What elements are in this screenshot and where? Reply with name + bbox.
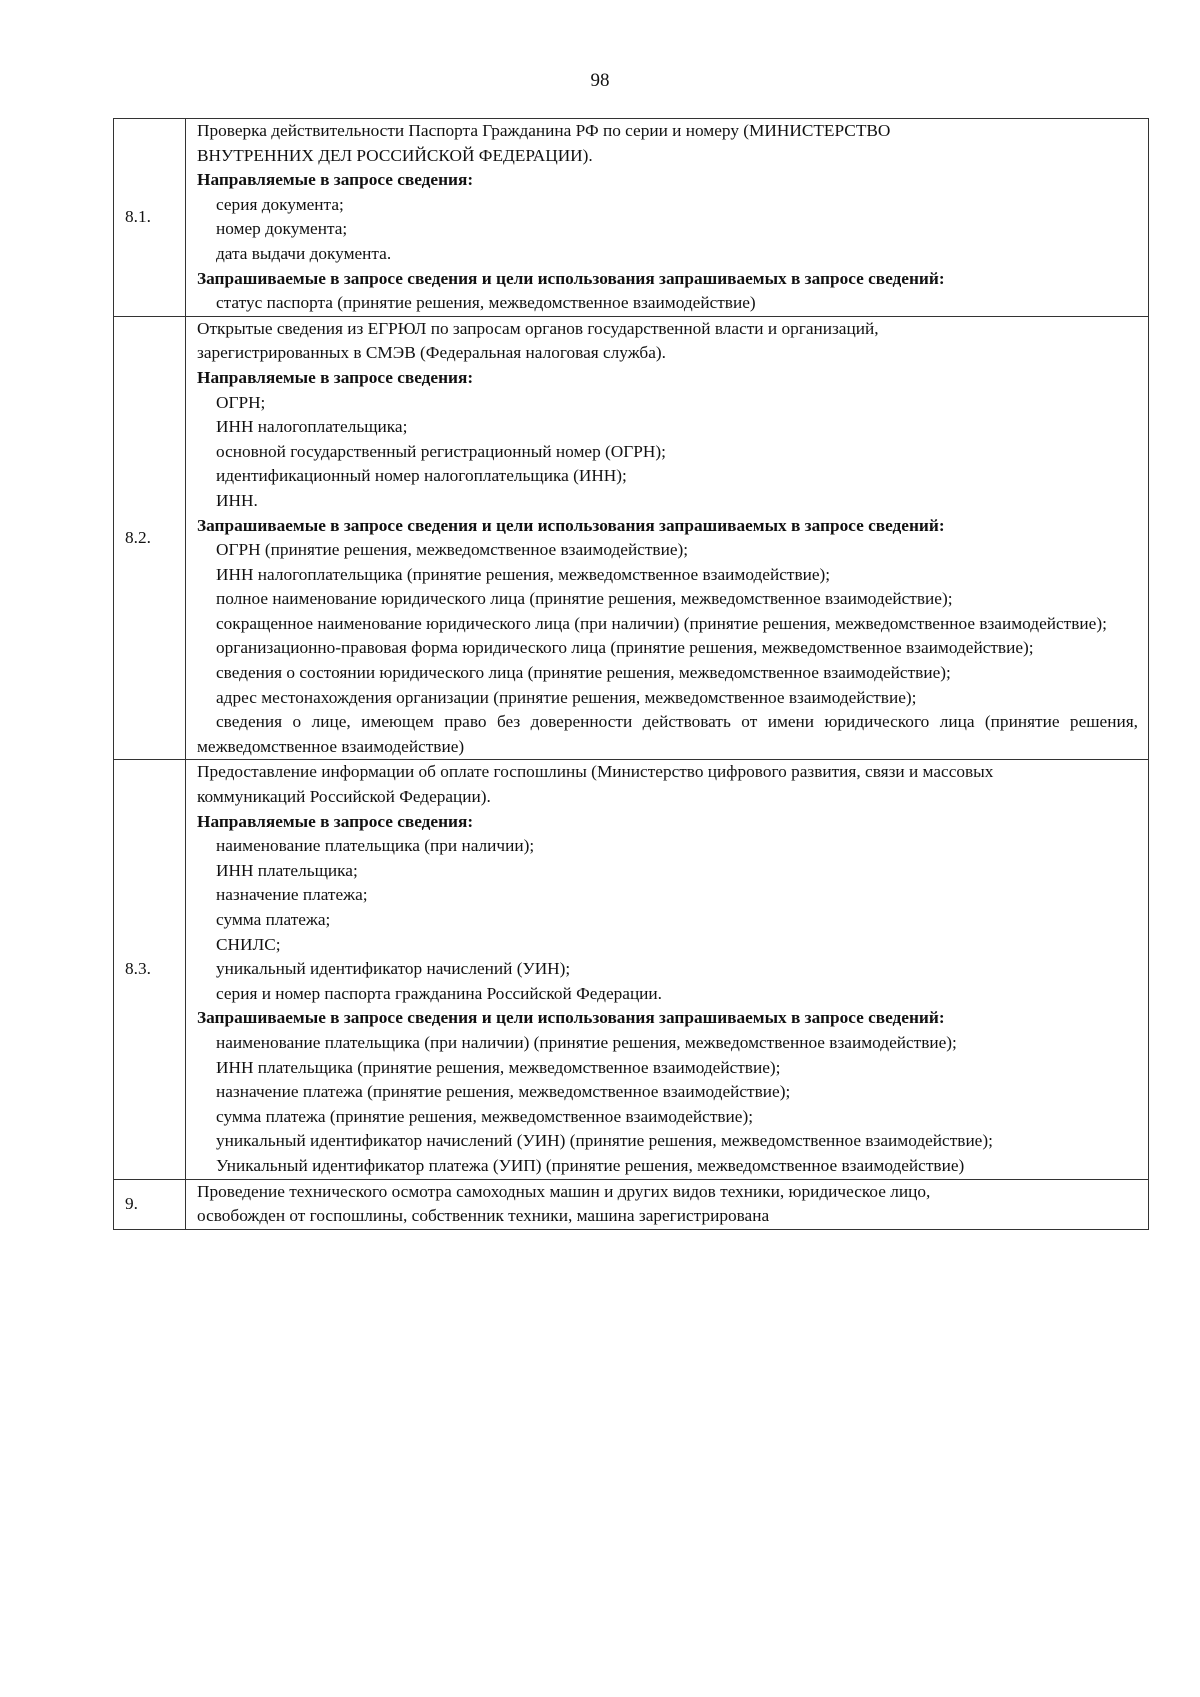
requested-info-item: ОГРН (принятие решения, межведомственное взаимодействие);	[216, 540, 689, 560]
service-title-line: Проведение технического осмотра самоходных машин и других видов техники, юридическое лицо,	[197, 1181, 931, 1201]
row-content	[186, 119, 1149, 317]
table-row	[114, 316, 1149, 760]
service-title-line: коммуникаций Российской Федерации).	[197, 787, 491, 807]
sent-info-heading: Направляемые в запросе сведения:	[197, 170, 474, 190]
requested-info-item: наименование плательщика (при наличии) (принятие решения, межведомственное взаимодействие);	[216, 1032, 957, 1052]
requested-info-item: ИНН плательщика (принятие решения, межведомственное взаимодействие);	[216, 1057, 781, 1077]
requested-info-item: статус паспорта (принятие решения, межведомственное взаимодействие)	[216, 293, 756, 313]
requested-info-item: Уникальный идентификатор платежа (УИП) (принятие решения, межведомственное взаимодействие)	[216, 1155, 965, 1175]
row-number: 8.3.	[114, 760, 186, 1179]
sent-info-item: номер документа;	[216, 219, 348, 239]
row-content	[186, 1179, 1149, 1229]
services-table	[113, 118, 1149, 1230]
requested-info-item: адрес местонахождения организации (принятие решения, межведомственное взаимодействие);	[216, 687, 917, 707]
page-number: 98	[590, 70, 610, 91]
table-row	[114, 119, 1149, 317]
sent-info-item: сумма платежа;	[216, 910, 331, 929]
requested-info-heading: Запрашиваемые в запросе сведения и цели использования запрашиваемых в запросе сведений:	[197, 268, 945, 288]
row-number: 9.	[114, 1179, 186, 1229]
service-title-line: Открытые сведения из ЕГРЮЛ по запросам органов государственной власти и организаций,	[197, 318, 879, 338]
row-content	[186, 760, 1149, 1179]
sent-info-item: дата выдачи документа.	[216, 243, 392, 263]
sent-info-item: основной государственный регистрационный номер (ОГРН);	[216, 441, 666, 461]
requested-info-item: организационно-правовая форма юридического лица (принятие решения, межведомственное взаимодействие);	[216, 638, 1034, 658]
table-row	[114, 1179, 1149, 1229]
sent-info-item: идентификационный номер налогоплательщика (ИНН);	[216, 466, 627, 486]
service-title-line: освобожден от госпошлины, собственник техники, машина зарегистрирована	[197, 1206, 770, 1226]
service-title-line: Предоставление информации об оплате госпошлины (Министерство цифрового развития, связи и массовых	[197, 762, 994, 782]
requested-info-item: сумма платежа (принятие решения, межведомственное взаимодействие);	[216, 1106, 754, 1126]
sent-info-item: серия документа;	[216, 194, 344, 214]
requested-info-item: сокращенное наименование юридического лица (при наличии) (принятие решения, межведомственное взаимодействие);	[216, 613, 1107, 633]
sent-info-item: ИНН плательщика;	[216, 860, 358, 880]
sent-info-heading: Направляемые в запросе сведения:	[197, 367, 474, 387]
requested-info-item: уникальный идентификатор начислений (УИН) (принятие решения, межведомственное взаимодействие);	[216, 1131, 993, 1151]
sent-info-item: ИНН налогоплательщика;	[216, 417, 408, 437]
sent-info-item: СНИЛС;	[216, 934, 281, 954]
service-title-line: Проверка действительности Паспорта Гражданина РФ по серии и номеру (МИНИСТЕРСТВО	[197, 121, 891, 140]
row-number: 8.1.	[114, 119, 186, 317]
sent-info-item: ИНН.	[216, 490, 258, 510]
sent-info-item: наименование плательщика (при наличии);	[216, 836, 535, 856]
requested-info-item: сведения о лице, имеющем право без доверенности действовать от имени юридического лица (принятие решения, межведомственное взаимодействие)	[197, 712, 1138, 756]
table-row	[114, 760, 1149, 1179]
requested-info-item: ИНН налогоплательщика (принятие решения, межведомственное взаимодействие);	[216, 564, 831, 584]
sent-info-item: уникальный идентификатор начислений (УИН);	[216, 959, 571, 979]
requested-info-heading: Запрашиваемые в запросе сведения и цели использования запрашиваемых в запросе сведений:	[197, 1008, 945, 1028]
row-content	[186, 316, 1149, 760]
service-title-line: зарегистрированных в СМЭВ (Федеральная налоговая служба).	[197, 343, 666, 363]
requested-info-heading: Запрашиваемые в запросе сведения и цели использования запрашиваемых в запросе сведений:	[197, 515, 945, 535]
requested-info-item: сведения о состоянии юридического лица (принятие решения, межведомственное взаимодействие);	[216, 663, 951, 683]
row-number: 8.2.	[114, 316, 186, 760]
service-title-line: ВНУТРЕННИХ ДЕЛ РОССИЙСКОЙ ФЕДЕРАЦИИ).	[197, 145, 593, 165]
sent-info-item: ОГРН;	[216, 392, 266, 412]
sent-info-item: серия и номер паспорта гражданина Российской Федерации.	[216, 983, 663, 1003]
sent-info-item: назначение платежа;	[216, 885, 368, 905]
requested-info-item: назначение платежа (принятие решения, межведомственное взаимодействие);	[216, 1082, 791, 1102]
sent-info-heading: Направляемые в запросе сведения:	[197, 811, 474, 831]
requested-info-item: полное наименование юридического лица (принятие решения, межведомственное взаимодействие);	[216, 589, 953, 609]
